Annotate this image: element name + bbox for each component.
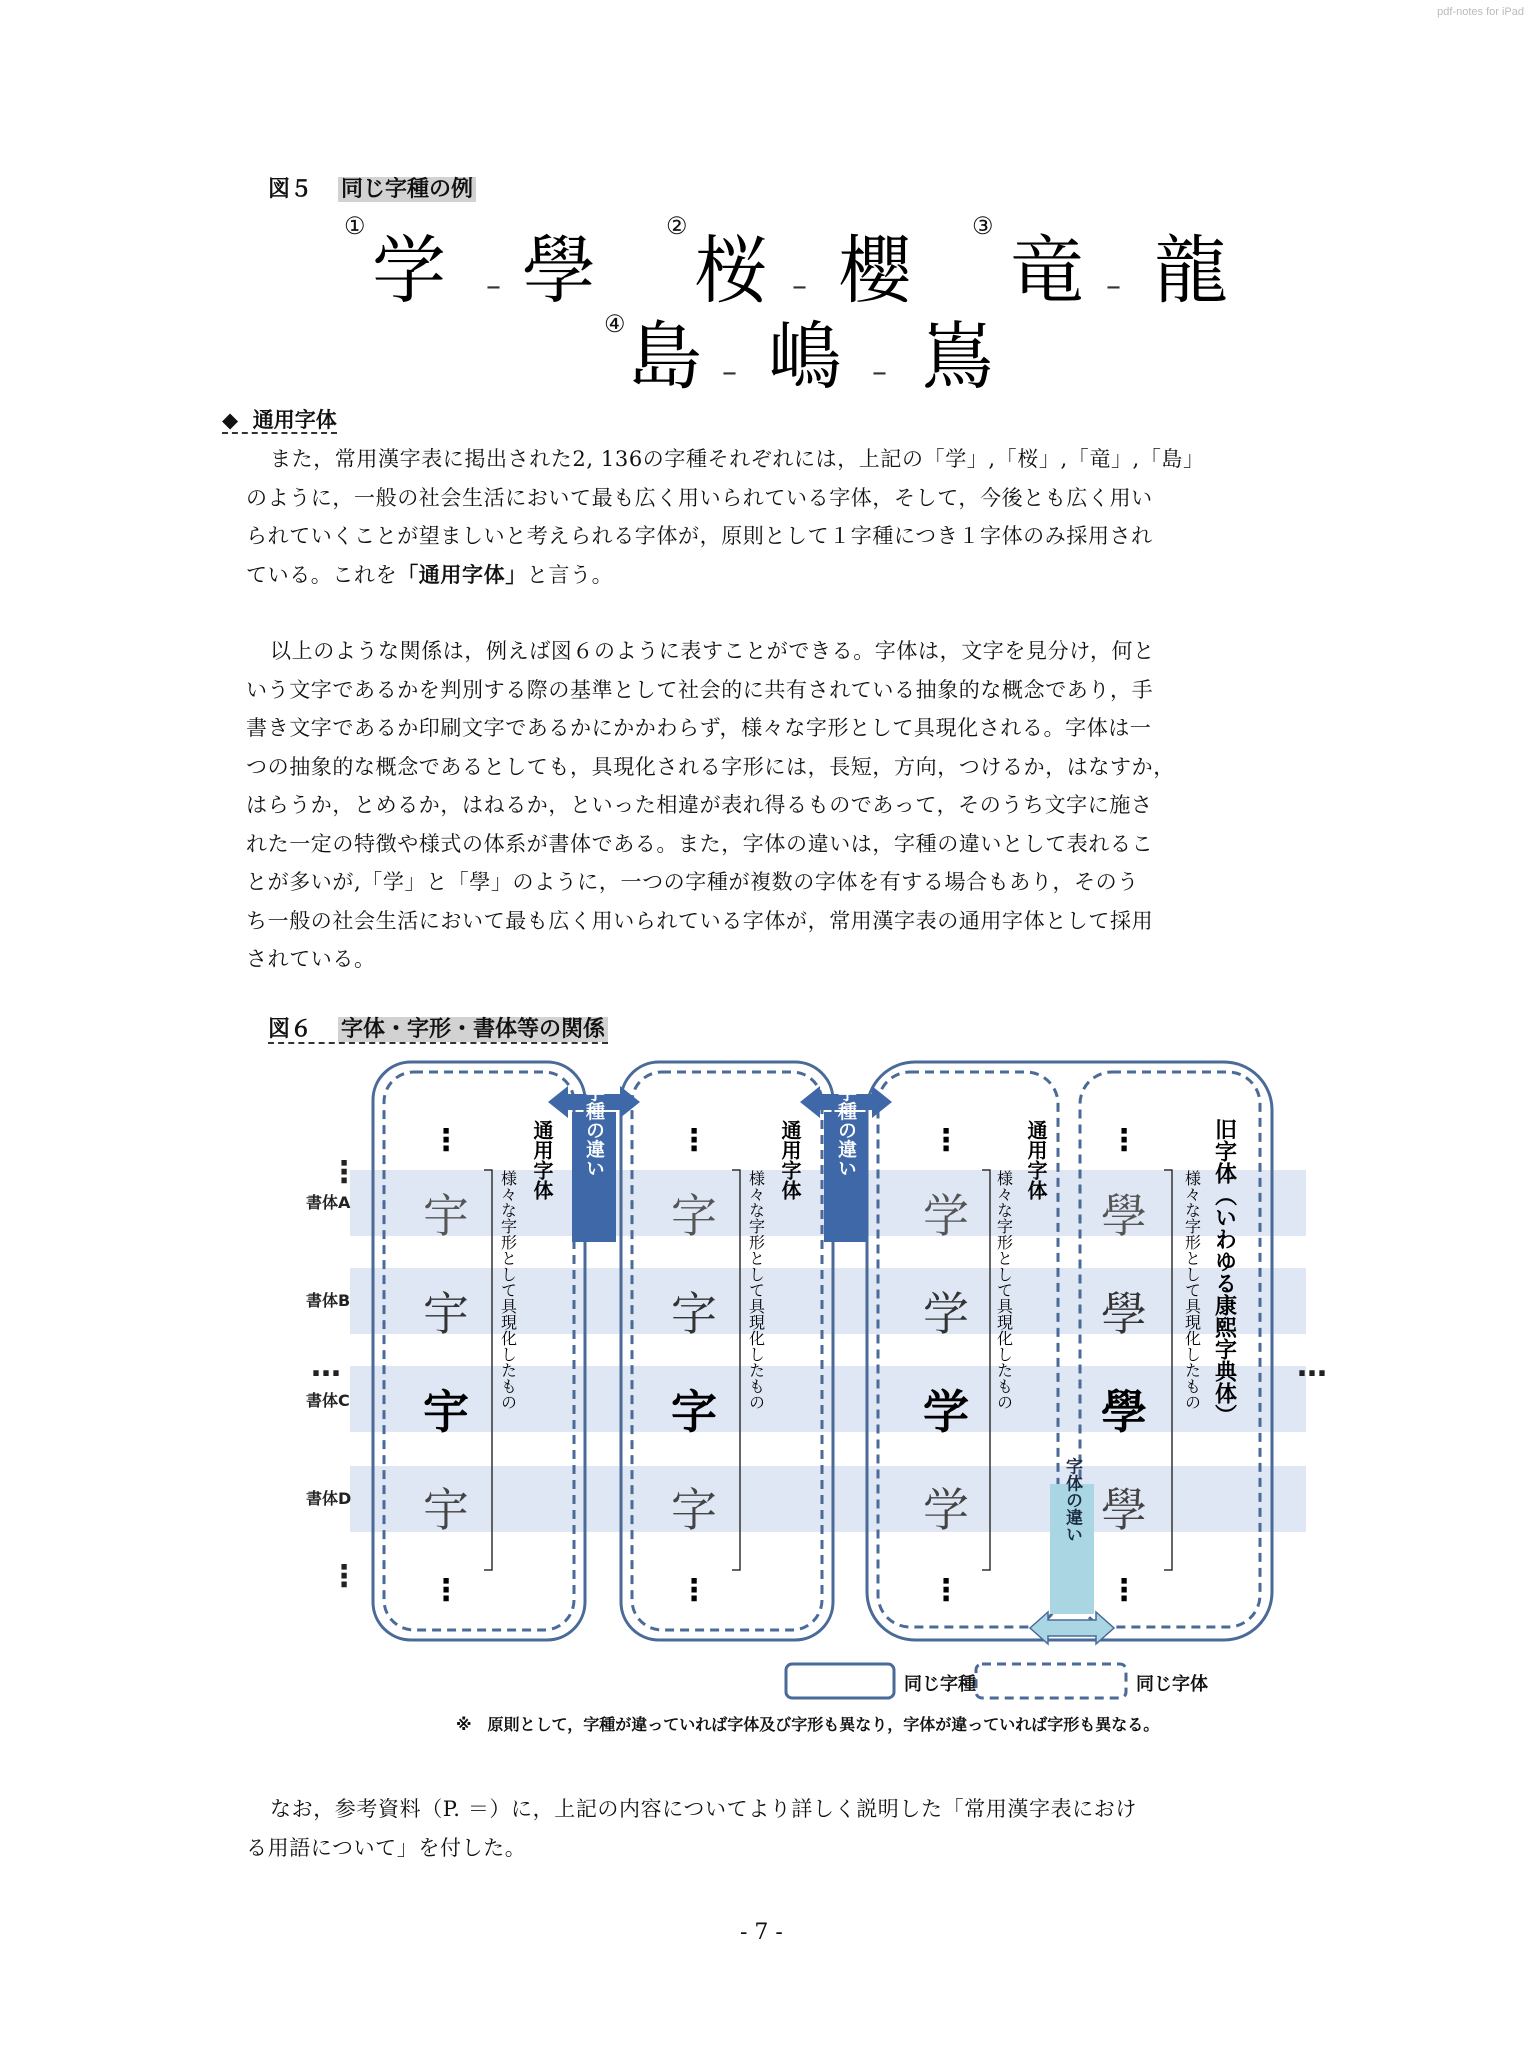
connector: – [486,269,501,304]
band-row [350,1268,1306,1334]
group-number: ④ [604,310,626,338]
vdots: ⋮ [1109,1573,1139,1608]
row-label: 書体B [306,1291,351,1310]
hdots: … [1297,1349,1327,1384]
vdots: ⋮ [679,1123,709,1158]
paragraph-line: 書き文字であるか印刷文字であるかにかかわらず，様々な字形として具現化される。字体は一 [246,716,1152,740]
vdots: ⋮ [431,1123,461,1158]
kanji-char: 嶋 [768,314,842,400]
glyph-char: 学 [923,1189,969,1243]
glyph-char: 宇 [423,1189,469,1243]
vdots: ⋮ [679,1573,709,1608]
diamond-icon: ◆ [222,408,239,432]
form-diff-label: 字体の違い [1062,1457,1082,1543]
paragraph-line: つの抽象的な概念であるとしても，具現化される字形には，長短，方向，つけるか，はなすか， [246,754,1175,779]
glyph-char: 學 [1101,1189,1147,1243]
kind-diff-label: 字種の違い [583,1082,605,1178]
hdots: … [311,1349,341,1384]
column-header: 通用字体 [530,1120,554,1200]
glyph-char: 字 [671,1287,717,1341]
bracket-label: 様々な字形として具現化したもの [1182,1170,1202,1410]
vdots: ⋮ [931,1573,961,1608]
vdots: ⋮ [431,1573,461,1608]
connector: – [872,355,887,390]
connector: – [722,355,737,390]
paragraph-line: なお，参考資料（P. ＝）に，上記の内容についてより詳しく説明した「常用漢字表におけ [270,1797,1138,1821]
glyph-char: 字 [671,1189,717,1243]
glyph-char: 学 [923,1385,969,1439]
group-number: ① [344,212,366,240]
paragraph-line: いう文字であるかを判別する際の基準として社会的に共有されている抽象的な概念であり，手 [246,677,1154,702]
glyph-char: 宇 [423,1287,469,1341]
paragraph-line: 以上のような関係は，例えば図６のように表すことができる。字体は，文字を見分け，何と [270,639,1155,663]
closing-paragraph [246,1790,1322,1867]
paragraph-line: る用語について」を付した。 [246,1835,527,1860]
kanji-char: 島 [628,314,702,400]
row-label: 書体A [306,1193,351,1212]
band-row [350,1466,1306,1532]
figure5-title: 同じ字種の例 [338,177,476,202]
figure6-title: 字体・字形・書体等の関係 [338,1017,608,1042]
row-label: 書体D [306,1489,352,1508]
kanji-char: 嶌 [920,314,994,400]
column-header: 通用字体 [1024,1120,1048,1200]
legend-same-form: 同じ字体 [1136,1674,1208,1695]
bracket-label: 様々な字形として具現化したもの [746,1170,766,1410]
paragraph-line: ち一般の社会生活において最も広く用いられている字体が，常用漢字表の通用字体として採用 [246,908,1154,933]
kanji-char: 竜 [1010,228,1084,314]
paragraph-line: ている。これを「通用字体」と言う。 [246,562,614,587]
kanji-char: 學 [522,228,596,314]
paragraph-line: れた一定の特徴や様式の体系が書体である。また，字体の違いは，字種の違いとして表れるこ [246,831,1154,856]
vdots: ⋮ [329,1559,359,1594]
bracket-label: 様々な字形として具現化したもの [498,1170,518,1410]
kanji-char: 櫻 [838,228,912,314]
connector: – [1106,269,1121,304]
glyph-char: 宇 [423,1483,469,1537]
kanji-char: 学 [372,228,446,314]
bracket-label: 様々な字形として具現化したもの [994,1170,1014,1410]
page-number: - 7 - [740,1920,783,1945]
paragraph-line: また，常用漢字表に掲出された2, 136の字種それぞれには，上記の「学」,「桜」,「竜」,「島」 [270,447,1205,471]
section-title: 通用字体 [252,408,337,432]
paragraph-line: られていくことが望ましいと考えられる字体が，原則として１字種につき１字体のみ採用され [246,524,1153,548]
legend-dashed-swatch [976,1664,1126,1698]
watermark: pdf-notes for iPad [1437,6,1524,18]
paragraph-line: のように，一般の社会生活において最も広く用いられている字体，そして，今後とも広く用い [246,485,1153,510]
vdots: ⋮ [1109,1123,1139,1158]
glyph-char: 學 [1101,1483,1147,1537]
paragraph-line: とが多いが,「学」と「學」のように，一つの字種が複数の字体を有する場合もあり，そのう [246,870,1139,894]
vdots: ⋮ [329,1155,359,1190]
vdots: ⋮ [931,1123,961,1158]
glyph-char: 學 [1101,1385,1147,1439]
row-label: 書体C [306,1391,350,1410]
paragraph-line: はらうか，とめるか，はねるか，といった相違が表れ得るものであって，そのうち文字に施さ [246,793,1153,817]
kind-diff-label: 字種の違い [835,1082,857,1178]
glyph-char: 字 [671,1385,717,1439]
column-header: 旧字体（いわゆる康熙字典体） [1211,1118,1237,1426]
connector: – [792,269,807,304]
glyph-char: 宇 [423,1385,469,1439]
legend-same-kind: 同じ字種 [904,1674,976,1695]
glyph-char: 學 [1101,1287,1147,1341]
figure6-note: ※ 原則として，字種が違っていれば字体及び字形も異なり，字体が違っていれば字形も異なる。 [456,1715,1160,1734]
figure5-label: 図５ [268,177,313,202]
kanji-char: 龍 [1154,228,1228,314]
kanji-char: 桜 [694,228,768,314]
paragraph-line: されている。 [246,947,376,971]
band-row [350,1366,1306,1432]
legend-solid-swatch [786,1664,894,1698]
group-number: ② [666,212,688,240]
column-header: 通用字体 [778,1120,802,1200]
figure6-label: 図６ [268,1017,313,1042]
term-bold: 「通用字体」 [397,562,527,587]
glyph-char: 学 [923,1287,969,1341]
glyph-char: 字 [671,1483,717,1537]
glyph-char: 学 [923,1483,969,1537]
group-number: ③ [972,212,994,240]
